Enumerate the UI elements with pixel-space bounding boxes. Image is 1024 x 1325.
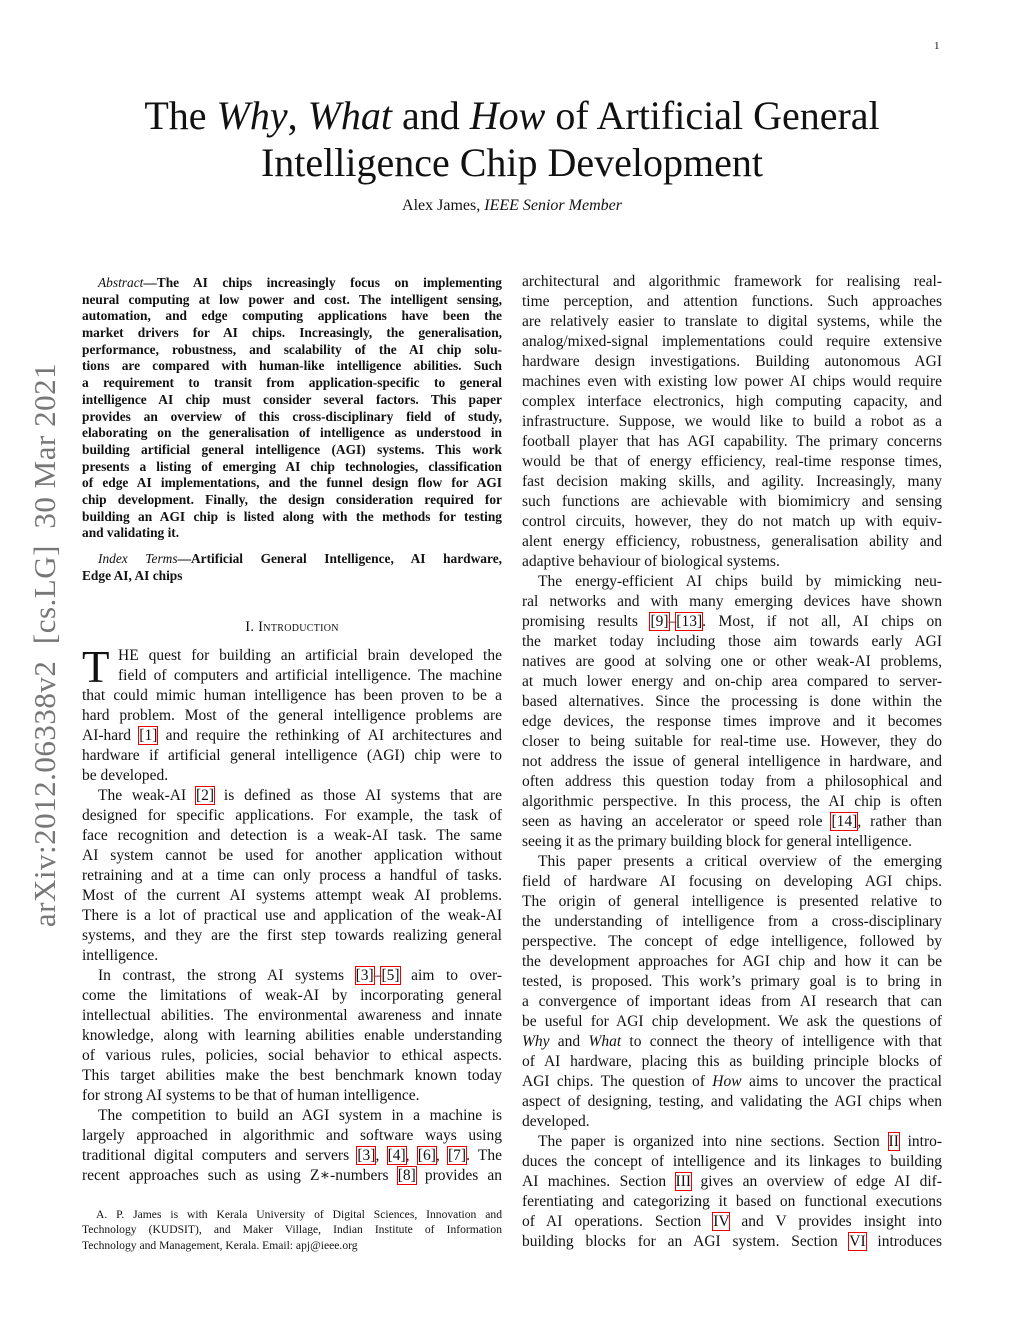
abstract-line [82,409,502,426]
paragraph [522,1132,942,1252]
text-line: recent approaches such as using Z∗-numbers [8] provides an [82,1167,502,1184]
text-line: machines even with existing low power AI chips would require [522,373,942,390]
title-text: The [144,93,217,138]
text-line: edge devices, the response times improve and it becomes [522,713,942,730]
index-terms-text: Edge AI, AI chips [82,567,183,583]
author-name: Alex James, [402,197,485,214]
abstract-line [82,525,502,542]
abstract-text: elaborating on the generalisation of intelligence as understood in [82,425,502,441]
citation-link[interactable]: [6] [417,1147,436,1164]
abstract-line [82,358,502,375]
text-line: architectural and algorithmic framework for realising real- [522,273,942,290]
text-line: AI machines. Section III gives an overview of edge AI dif- [522,1173,943,1190]
abstract-line [82,442,502,459]
text-line: HE quest for building an artificial brain developed the [118,647,502,664]
title-text: , [287,93,308,138]
paragraph [522,852,942,1132]
italic-term: What [588,1033,622,1050]
text-line: of AI hardware, placing this as building principle blocks of [522,1053,942,1070]
text-line: retraining and at a time can only process a handful of tasks. [82,867,502,884]
paragraph [522,272,942,572]
abstract-text: chip development. Finally, the design consideration required for [82,491,502,507]
text-line: fast decision making skills, and agility. Increasingly, many [522,473,942,490]
abstract-text: tions are compared with human-like intelligence abilities. Such [82,358,502,374]
text-line: AI system cannot be used for another application without [82,847,502,864]
author-line [0,197,1024,215]
abstract-text: of edge AI implementations, and the funnel design flow for AGI [82,475,502,491]
author-footnote [82,1207,502,1253]
abstract-line [82,492,502,509]
abstract-line [82,509,502,526]
text-line: largely approached in algorithmic and software ways using [82,1127,502,1144]
text-line: at much lower energy and on-chip area compared to server- [522,673,942,690]
text-line: seeing it as the primary building block for general intelligence. [522,833,912,850]
text-line: of AI operations. Section IV and V provides insight into [522,1213,942,1230]
text-line: developed. [522,1113,590,1130]
paragraph [82,1106,502,1186]
text-line: ral networks and with many emerging devices have shown [522,593,942,610]
abstract-text: provides an overview of this cross-disciplinary field of study, [82,408,502,424]
paragraph [82,786,502,966]
abstract-text: neural computing at low power and cost. The intelligent sensing, [82,291,502,307]
text-line: infrastructure. Suppose, we would like to build a robot as a [522,413,942,430]
author-affiliation: IEEE Senior Member [484,197,622,214]
text-line: often address this question today from a philosophical and [522,773,942,790]
citation-link[interactable]: [1] [139,727,158,744]
text-line: The weak-AI [2] is defined as those AI systems that are [98,787,502,804]
italic-term: Why [522,1033,550,1050]
text-line: traditional digital computers and servers [3], [4], [6], [7]. The [82,1147,502,1164]
abstract-text: automation, and edge computing applications have been the [82,308,502,324]
text-line: natives are good at solving one or other weak-AI problems, [522,653,942,670]
abstract-text: building artificial general intelligence (AGI) systems. This work [82,441,502,457]
text-line: come the limitations of weak-AI by incorporating general [82,987,502,1004]
text-line: Why and What to connect the theory of intelligence with that [522,1033,942,1050]
abstract-line [82,392,502,409]
footnote-line: Technology (KUDSIT), and Maker Village, Indian Institute of Information [82,1223,502,1237]
text-line: control circuits, however, they do not match up with equiv- [522,513,942,530]
citation-link[interactable]: [3] [357,1147,376,1164]
text-line: In contrast, the strong AI systems [3]–[5] aim to over- [98,967,502,984]
section-link[interactable]: VI [849,1233,866,1250]
citation-link[interactable]: [3] [355,967,374,984]
text-line: field of hardware AI focusing on developing AGI chips. [522,873,942,890]
abstract-text: building an AGI chip is listed along with the methods for testing [82,508,502,524]
paragraph [82,642,502,786]
abstract-line [82,375,502,392]
citation-link[interactable]: [5] [381,967,400,984]
section-link[interactable]: III [675,1173,692,1190]
abstract-line [82,459,502,476]
text-line: face recognition and detection is a weak-AI task. The same [82,827,502,844]
text-line: be useful for AGI chip development. We ask the questions of [522,1013,942,1030]
text-line: This target abilities make the best benchmark known today [82,1067,502,1084]
section-heading-introduction: I. Introduction [245,619,339,635]
text-line: the development approaches for AGI chip and how it can be [522,953,942,970]
section-link[interactable]: IV [713,1213,730,1230]
text-line: analog/mixed-signal implementations could require extensive [522,333,942,350]
abstract-text: presents a listing of emerging AI chip technologies, classification [82,458,502,474]
right-column [522,272,942,1252]
text-line: intelligence. [82,947,159,964]
text-line: perspective. The concept of edge intelligence, followed by [522,933,942,950]
text-line: alent energy efficiency, robustness, generalisation ability and [522,533,942,550]
text-line: The energy-efficient AI chips build by mimicking neu- [538,573,942,590]
text-line: The paper is organized into nine sections. Section II intro- [538,1133,943,1150]
text-line: The origin of general intelligence is presented relative to [522,893,942,910]
text-line: The competition to build an AGI system in a machine is [98,1107,502,1124]
text-line: This paper presents a critical overview of the emerging [538,853,942,870]
title-why: Why [216,93,288,138]
citation-link[interactable]: [13] [676,613,703,630]
paper-title [0,92,1024,186]
text-line: promising results [9]–[13]. Most, if not all, AI chips on [522,613,942,630]
title-line-2: Intelligence Chip Development [260,140,764,185]
abstract-line [82,308,502,325]
text-line: intellectual abilities. The environmental awareness and innate [82,1007,502,1024]
citation-link[interactable]: [7] [447,1147,467,1164]
title-line-1 [0,92,1024,139]
text-line: knowledge, along with learning abilities enable understanding [82,1027,502,1044]
text-line: duces the concept of intelligence and its linkages to building [522,1153,942,1170]
index-terms-line [82,551,502,568]
abstract [82,275,502,542]
abstract-line [82,275,502,292]
text-line: adaptive behaviour of biological systems. [522,553,780,570]
text-line: closer to being suitable for real-time use. However, they do [522,733,942,750]
page-number: 1 [934,40,940,52]
title-text: and [392,93,470,138]
text-line: seen as having an accelerator or speed role [14], rather than [522,813,942,830]
abstract-text: performance, robustness, and scalability of the AI chip solu- [82,341,502,357]
citation-link[interactable]: [9] [650,613,669,630]
footnote-line: A. P. James is with Kerala University of Digital Sciences, Innovation and [96,1208,502,1221]
abstract-text: intelligence AI chip must consider several factors. This paper [82,391,502,407]
text-line: are relatively easier to translate to digital systems, while the [522,313,942,330]
text-line: be developed. [82,767,169,784]
title-what: What [307,93,393,138]
text-line: that could mimic human intelligence has been proven to be a [82,687,502,704]
text-line: of various rules, policies, social behavior to ethical aspects. [82,1047,502,1064]
citation-link[interactable]: [4] [387,1147,406,1164]
text-line: football player that has AGI capability. The primary concerns [522,433,942,450]
text-line: hardware design investigations. Building autonomous AGI [522,353,942,370]
text-line: a convergence of important ideas from AI research that can [522,993,942,1010]
text-line: Most of the current AI systems attempt weak AI problems. [82,887,502,904]
abstract-line [82,425,502,442]
abstract-text: a requirement to transit from application-specific to general [82,375,502,391]
citation-link[interactable]: [14] [831,813,858,830]
text-line: AI-hard [1] and require the rethinking of AI architectures and [82,727,502,744]
text-line: such functions are achievable with biomimicry and sensing [522,493,942,510]
text-line: the understanding of intelligence from a cross-disciplinary [522,913,942,930]
citation-link[interactable]: [2] [196,787,215,804]
text-line: designed for specific applications. For example, the task of [82,807,502,824]
paragraph [522,572,942,852]
text-line: field of computers and artificial intelligence. The machine [118,667,502,684]
index-terms [82,551,502,584]
italic-term: How [712,1073,742,1090]
drop-cap: T [82,642,110,692]
title-text: of Artificial General [545,93,880,138]
paragraph [82,966,502,1106]
text-line: not address the issue of general intelligence in hardware, and [522,753,942,770]
text-line: ferentiating and categorizing it based on functional executions [522,1193,942,1210]
abstract-text: —The AI chips increasingly focus on implementing [143,275,502,290]
footnote-line: Technology and Management, Kerala. Email: apj@ieee.org [82,1238,358,1252]
abstract-text: market drivers for AI chips. Increasingly, the generalisation, [82,325,502,341]
text-line: for strong AI systems to be that of human intelligence. [82,1087,420,1104]
text-line: time perception, and attention functions. Such approaches [522,293,942,310]
abstract-line [82,325,502,342]
abstract-line [82,292,502,309]
text-line: the market today including those aim towards early AGI [522,633,942,650]
abstract-text: and validating it. [82,525,180,541]
abstract-label: Abstract [98,275,144,290]
arxiv-stamp: arXiv:2012.06338v2 [cs.LG] 30 Mar 2021 [27,362,62,928]
text-line: tested, is proposed. This work’s primary goal is to bring in [522,973,942,990]
index-terms-label: Index Terms [98,551,178,566]
abstract-line [82,342,502,359]
text-line: hard problem. Most of the general intelligence problems are [82,707,502,724]
index-terms-line [82,568,502,585]
index-terms-text: —Artificial General Intelligence, AI hardware, [177,551,502,566]
text-line: systems, and they are the first step towards realizing general [82,927,502,944]
text-line: based alternatives. Since the processing is done within the [522,693,942,710]
text-line: hardware if artificial general intelligence (AGI) chip were to [82,747,502,764]
abstract-line [82,475,502,492]
text-line: algorithmic perspective. In this process, the AI chip is often [522,793,942,810]
section-link[interactable]: II [888,1133,899,1150]
title-how: How [469,93,546,138]
text-line: would be that of energy efficiency, real-time response times, [522,453,942,470]
text-line: aspect of designing, testing, and validating the AGI chips when [522,1093,942,1110]
text-line: building blocks for an AGI system. Section VI introduces [522,1233,942,1250]
text-line: There is a lot of practical use and application of the weak-AI [82,907,502,924]
text-line: complex interface electronics, high computing capacity, and [522,393,942,410]
text-line: AGI chips. The question of How aims to uncover the practical [522,1073,942,1090]
citation-link[interactable]: [8] [397,1167,416,1184]
